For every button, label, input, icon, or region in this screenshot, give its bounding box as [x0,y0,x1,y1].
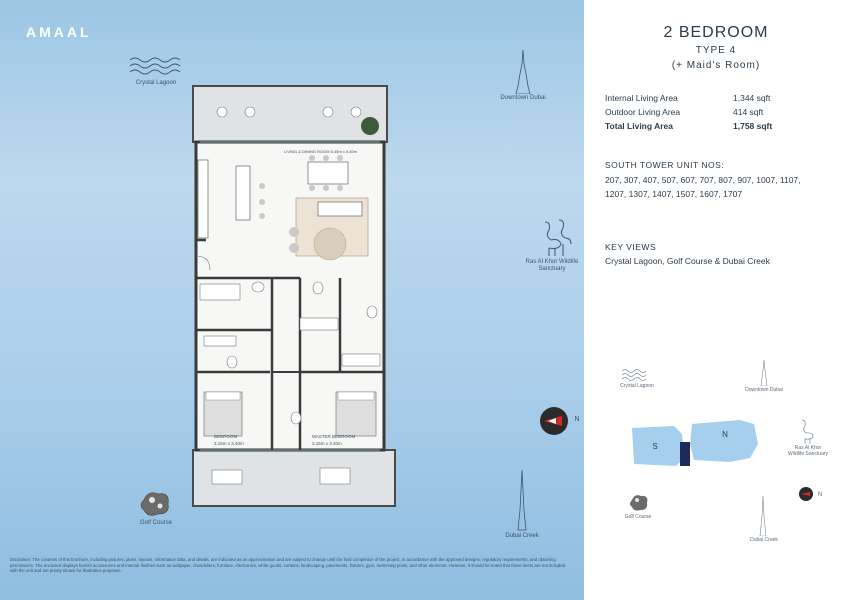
north-label: N [574,416,580,423]
landmark-ras-al-khor: Ras Al Khor Wildlife Sanctuary [525,259,579,272]
compass-icon [798,486,814,502]
bedroom-dimensions: 3.15m x 3.40m [214,441,244,446]
landmark-golf-course: Golf Course [139,520,172,526]
key-views-heading: KEY VIEWS [605,242,657,252]
area-table [605,93,835,135]
flamingo-icon [796,418,820,444]
unit-subtitle: (+ Maid's Room) [671,60,761,71]
area-row-total [605,121,835,135]
key-ras-al-khor: Ras Al Khor Wildlife Sanctuary [788,445,829,457]
key-golf-course: Golf Course [624,514,652,520]
golf-course-icon [628,492,650,512]
area-value: 414 sqft [733,107,764,117]
unit-type: TYPE 4 [695,45,737,56]
key-dubai-creek: Dubai Creek [750,537,778,543]
living-dining-label: LIVING & DINING ROOM 5.45m x 5.80m [284,149,358,154]
master-bedroom-label: MASTER BEDROOM [312,434,356,439]
waves-icon [620,368,650,382]
master-bedroom-dimensions: 3.15m x 3.40m [312,441,342,446]
unit-numbers-list: 207, 307, 407, 507, 607, 707, 807, 907, 1007, 1107, 1207, 1307, 1407, 1507, 1607, 1707 [605,175,801,199]
burj-khalifa-icon [758,360,770,386]
bedroom-label: BEDROOM [214,434,238,439]
landmark-downtown-dubai: Downtown Dubai [500,95,546,101]
area-value: 1,758 sqft [733,121,773,131]
area-row-internal [605,93,835,107]
area-row-outdoor [605,107,835,121]
key-views-text: Crystal Lagoon, Golf Course & Dubai Creek [605,256,770,266]
north-tower-label: N [722,430,728,439]
unit-title: 2 BEDROOM [663,24,769,41]
area-label: Total Living Area [605,121,674,131]
brand-logo: AMAAL [26,24,92,40]
key-downtown-dubai: Downtown Dubai [745,387,783,393]
landmark-crystal-lagoon: Crystal Lagoon [135,80,177,86]
area-value: 1,344 sqft [733,93,771,103]
creek-tower-icon [758,496,768,536]
north-label: N [817,492,823,498]
disclaimer-text: Disclaimer: The contents of this brochure, including pictures, plans, layouts, information data, and details, are indicated as an approximation and are subject to change until the final completion of the project, in accordance with the approved designs, regulatory requirements, and obtaining permissions. The enclosed displays furnish accessories and internal finishes such as wallpaper, chandeliers, furniture, electronics, white goods, curtains, landscaping, pavements, fixtures, gym, swimming pools, and other elements. However, it should be noted that these items are not included with the unit and are purely shown for illustrative purposes. [10,557,565,574]
key-crystal-lagoon: Crystal Lagoon [620,383,654,389]
landmark-dubai-creek: Dubai Creek [505,533,539,539]
area-label: Outdoor Living Area [605,107,681,117]
key-plan [584,360,848,560]
units-heading: SOUTH TOWER UNIT NOS: [605,160,725,170]
south-tower-label: S [652,442,658,451]
area-label: Internal Living Area [605,93,678,103]
